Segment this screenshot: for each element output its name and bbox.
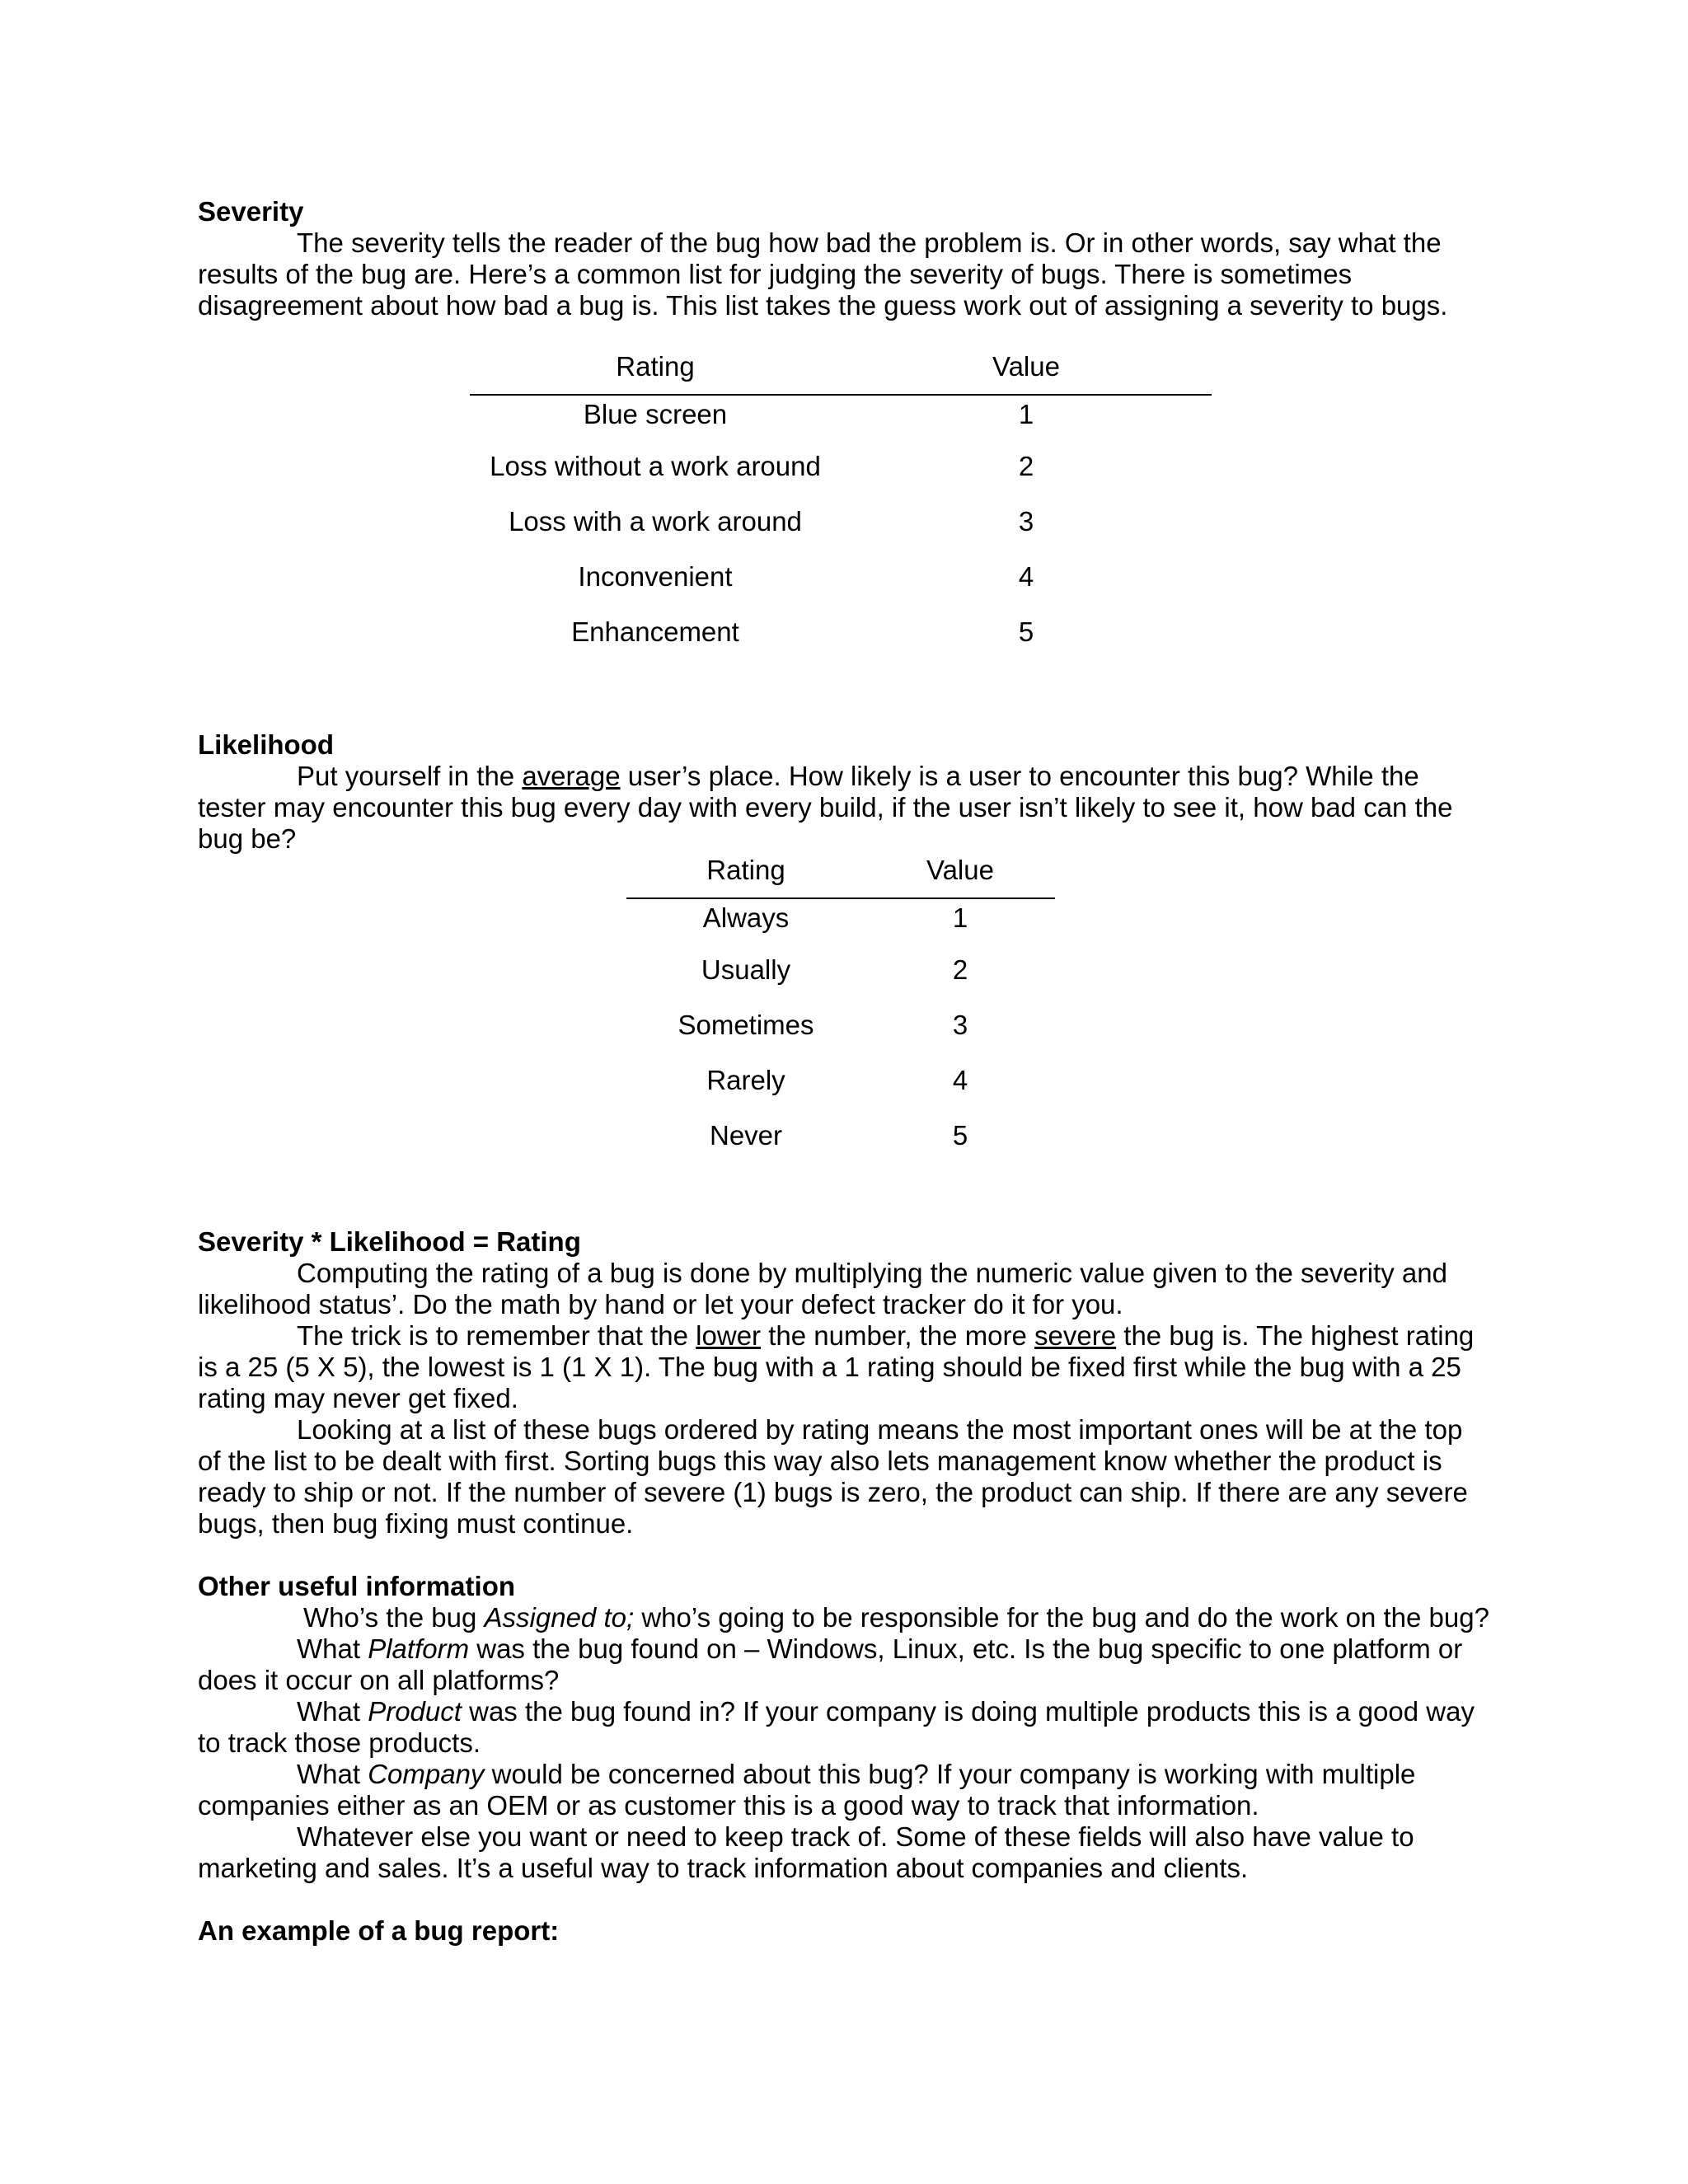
other-paragraph-product [198, 1696, 1492, 1759]
severity-col-value-header: Value [841, 351, 1212, 395]
likelihood-table-header-row [626, 855, 1055, 898]
severity-rating-cell: Loss with a work around [509, 506, 802, 537]
severity-rating-table [470, 351, 1212, 672]
other-italic-assigned-to: Assigned to; [484, 1602, 635, 1633]
severity-value-cell: 1 [1018, 399, 1034, 429]
other-p3-text-a: What [297, 1696, 368, 1727]
other-p4-text-b: would be concerned about this bug? If your company is working with multiple companies either as an OEM or as customer this is a good way to track that information. [198, 1759, 1416, 1821]
likelihood-paragraph [198, 761, 1492, 855]
other-italic-platform: Platform [368, 1633, 470, 1664]
other-italic-company: Company [368, 1759, 485, 1789]
other-p3-text-b: was the bug found in? If your company is doing multiple products this is a good way to track those products. [198, 1696, 1475, 1758]
likelihood-rating-cell: Sometimes [678, 1010, 814, 1040]
likelihood-rating-cell: Rarely [706, 1065, 785, 1095]
spacer [198, 1540, 1492, 1571]
other-paragraph-assigned [198, 1602, 1492, 1633]
severity-paragraph: The severity tells the reader of the bug how bad the problem is. Or in other words, say what the results of the bug are. Here’s a common list for judging the severity of bugs. There is sometimes disagreement about how bad a bug is. This list takes the guess work out of assigning a severity to bugs. [198, 227, 1448, 321]
other-p2-text-a: What [297, 1633, 368, 1664]
table-row [626, 1120, 1055, 1175]
likelihood-text-b: user’s place. How likely is a user to encounter this bug? While the tester may encounter this bug every day with every build, if the user isn’t likely to see it, how bad can the bug be? [198, 761, 1453, 854]
severity-heading: Severity [198, 196, 304, 227]
other-paragraph-whatever: Whatever else you want or need to keep track of. Some of these fields will also have value to marketing and sales. It’s a useful way to track information about companies and clients. [198, 1821, 1414, 1883]
computation-underlined-severe: severe [1034, 1320, 1117, 1351]
severity-table-header-row [470, 351, 1212, 395]
likelihood-rating-cell: Always [702, 902, 790, 933]
spacer [198, 1175, 1492, 1226]
spacer [198, 1884, 1492, 1915]
computation-heading: Severity * Likelihood = Rating [198, 1226, 581, 1257]
document-content [198, 196, 1492, 1947]
likelihood-rating-cell: Never [709, 1120, 783, 1151]
severity-value-cell: 2 [1018, 451, 1034, 481]
other-italic-product: Product [368, 1696, 462, 1727]
likelihood-value-cell: 4 [952, 1065, 968, 1095]
computation-paragraph-1: Computing the rating of a bug is done by multiplying the numeric value given to the severity and likelihood status’. Do the math by hand or let your defect tracker do it for you. [198, 1258, 1447, 1319]
likelihood-col-rating-header: Rating [626, 855, 865, 898]
table-row [470, 451, 1212, 506]
severity-rating-cell: Enhancement [571, 616, 739, 647]
other-p1-text-a: Who’s the bug [303, 1602, 485, 1633]
other-info-heading: Other useful information [198, 1571, 516, 1601]
other-p1-text-b: who’s going to be responsible for the bug and do the work on the bug? [634, 1602, 1489, 1633]
likelihood-text-a: Put yourself in the [297, 761, 523, 791]
other-p4-text-a: What [297, 1759, 368, 1789]
table-row [470, 395, 1212, 451]
table-row [626, 898, 1055, 954]
severity-rating-cell: Blue screen [583, 399, 728, 429]
computation-p2-text-b: the number, the more [761, 1320, 1035, 1351]
computation-p2-text-a: The trick is to remember that the [297, 1320, 696, 1351]
other-p2-text-b: was the bug found on – Windows, Linux, etc. Is the bug specific to one platform or does it occur on all platforms? [198, 1633, 1463, 1695]
severity-rating-cell: Inconvenient [578, 561, 733, 592]
severity-col-rating-header: Rating [470, 351, 841, 395]
table-row [470, 506, 1212, 561]
severity-value-cell: 3 [1018, 506, 1034, 537]
severity-value-cell: 4 [1018, 561, 1034, 592]
computation-underlined-lower: lower [696, 1320, 762, 1351]
example-heading: An example of a bug report: [198, 1915, 560, 1946]
likelihood-rating-table [626, 855, 1055, 1175]
table-row [626, 954, 1055, 1010]
likelihood-value-cell: 1 [952, 902, 968, 933]
computation-paragraph-3: Looking at a list of these bugs ordered by rating means the most important ones will be at the top of the list to be dealt with first. Sorting bugs this way also lets management know whether the product is ready to ship or not. If the number of severe (1) bugs is zero, the product can ship. If there are any severe bugs, then bug fixing must continue. [198, 1414, 1468, 1539]
computation-p2-text-c: the bug is. The highest rating is a 25 (5 X 5), the lowest is 1 (1 X 1). The bug with a 1 rating should be fixed first while the bug with a 25 rating may never get fixed. [198, 1320, 1475, 1413]
likelihood-value-cell: 5 [952, 1120, 968, 1151]
likelihood-value-cell: 2 [952, 954, 968, 985]
likelihood-underlined-average: average [522, 761, 621, 791]
table-row [470, 561, 1212, 616]
likelihood-col-value-header: Value [865, 855, 1055, 898]
table-row [626, 1010, 1055, 1065]
severity-value-cell: 5 [1018, 616, 1034, 647]
table-row [470, 616, 1212, 672]
severity-rating-cell: Loss without a work around [490, 451, 821, 481]
likelihood-heading: Likelihood [198, 729, 334, 760]
other-paragraph-platform [198, 1633, 1492, 1696]
other-paragraph-company [198, 1759, 1492, 1821]
table-row [626, 1065, 1055, 1120]
likelihood-value-cell: 3 [952, 1010, 968, 1040]
likelihood-rating-cell: Usually [701, 954, 791, 985]
spacer [198, 672, 1492, 729]
computation-paragraph-2 [198, 1320, 1492, 1414]
